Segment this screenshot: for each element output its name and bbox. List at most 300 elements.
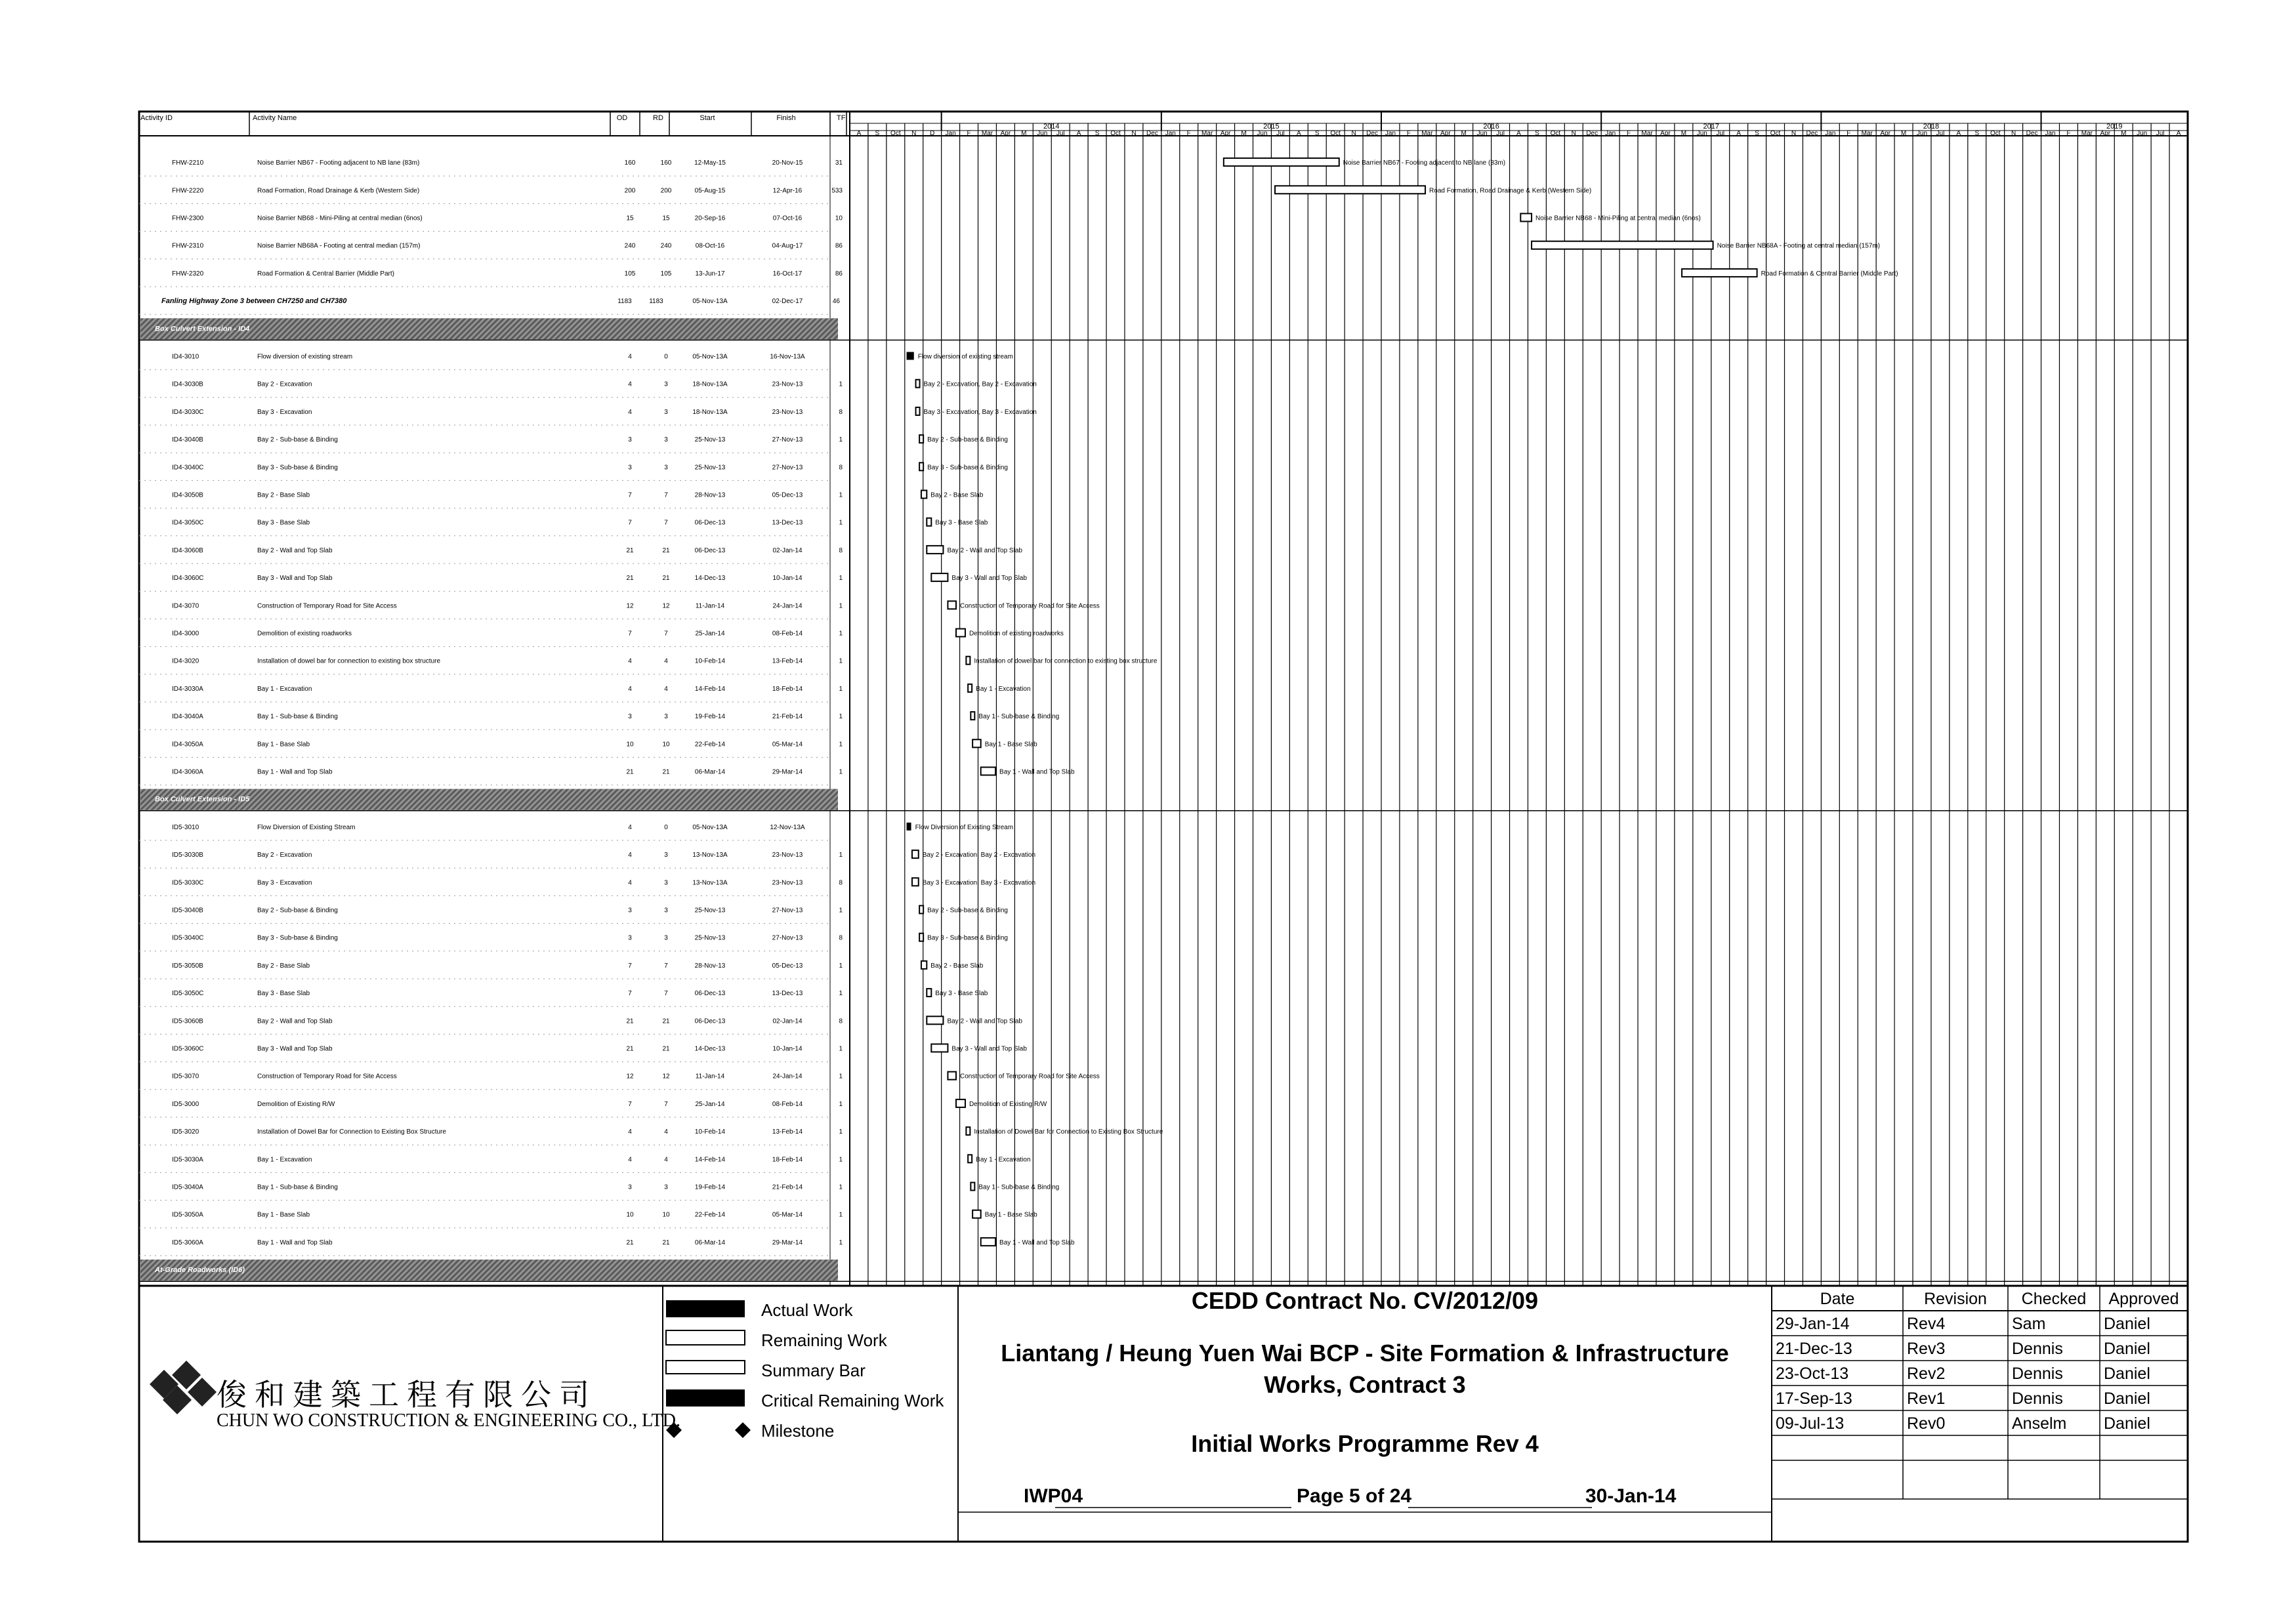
activity-od: 4 (628, 657, 632, 665)
group-label: At-Grade Roadworks (ID6) (155, 1266, 245, 1275)
activity-start: 11-Jan-14 (695, 602, 725, 610)
activity-finish: 18-Feb-14 (772, 1156, 803, 1164)
revision-cell: 21-Dec-13 (1776, 1340, 1852, 1358)
month-label: Jun (1916, 130, 1928, 137)
activity-name: Bay 2 - Base Slab (257, 491, 310, 499)
company-logo-icon (150, 1361, 217, 1414)
month-label: M (1680, 130, 1687, 137)
activity-rd: 160 (660, 159, 672, 167)
month-label: N (911, 130, 917, 137)
activity-id: FHW-2300 (172, 215, 204, 222)
activity-rd: 3 (664, 408, 668, 416)
activity-start: 05-Nov-13A (692, 353, 728, 361)
month-label: Jan (1385, 130, 1396, 137)
revision-cell: Dennis (2012, 1365, 2063, 1383)
activity-start: 25-Jan-14 (695, 630, 725, 638)
activity-tf: 86 (835, 270, 843, 277)
activity-start: 06-Dec-13 (694, 990, 726, 998)
summary-label: Fanling Highway Zone 3 between CH7250 and CH7380 (161, 297, 347, 306)
activity-finish: 02-Jan-14 (772, 1017, 803, 1025)
activity-start: 06-Mar-14 (694, 768, 726, 776)
month-label: F (1186, 130, 1191, 137)
activity-start: 19-Feb-14 (694, 1183, 726, 1191)
activity-id: ID5-3040B (172, 907, 203, 914)
activity-tf: 1 (839, 630, 843, 638)
activity-id: ID5-3030C (172, 879, 204, 887)
activity-od: 3 (628, 907, 632, 914)
activity-start: 25-Nov-13 (694, 907, 726, 914)
remaining-work-bar (931, 573, 948, 581)
bar-label: Bay 2 - Sub-base & Binding (927, 907, 1008, 914)
company-english-name: CHUN WO CONSTRUCTION & ENGINEERING CO., LTD. (217, 1410, 680, 1431)
activity-id: ID5-3050A (172, 1211, 203, 1219)
activity-rd: 7 (664, 630, 668, 638)
month-label: Apr (1660, 130, 1671, 137)
legend-critical-swatch (666, 1389, 745, 1407)
bar-label: Bay 2 - Excavation, Bay 2 - Excavation (923, 380, 1037, 388)
revision-cell: 17-Sep-13 (1776, 1389, 1852, 1408)
chart-frame (139, 112, 2188, 1286)
activity-rd: 3 (664, 464, 668, 472)
remaining-work-bar (1275, 186, 1425, 194)
month-label: F (967, 130, 971, 137)
remaining-work-bar (919, 462, 923, 470)
activity-tf: 1 (839, 602, 843, 610)
month-label: Dec (1366, 130, 1378, 137)
project-title-line-2: Works, Contract 3 (1264, 1371, 1466, 1398)
bar-label: Bay 3 - Sub-base & Binding (927, 464, 1008, 472)
activity-od: 21 (626, 575, 634, 583)
legend-milestone-label: Milestone (761, 1421, 835, 1441)
activity-rd: 3 (664, 713, 668, 721)
activity-start: 14-Dec-13 (694, 1045, 726, 1053)
activity-finish: 05-Dec-13 (772, 962, 803, 970)
remaining-work-bar (927, 546, 943, 554)
activity-finish: 23-Nov-13 (772, 879, 803, 887)
activity-od: 21 (626, 1017, 634, 1025)
project-title-line-1: Liantang / Heung Yuen Wai BCP - Site Formation & Infrastructure (1001, 1340, 1729, 1366)
activity-start: 25-Jan-14 (695, 1100, 725, 1108)
column-header: TF (837, 114, 846, 122)
activity-start: 25-Nov-13 (694, 934, 726, 942)
activity-id: ID4-3060B (172, 546, 203, 554)
activity-od: 21 (626, 1239, 634, 1246)
activity-tf: 1 (839, 1156, 843, 1164)
activity-od: 4 (628, 1156, 632, 1164)
activity-name: Construction of Temporary Road for Site Access (257, 602, 397, 610)
month-label: F (1406, 130, 1411, 137)
activity-name: Bay 3 - Sub-base & Binding (257, 464, 338, 472)
activity-finish: 23-Nov-13 (772, 852, 803, 859)
activity-id: ID5-3040A (172, 1183, 203, 1191)
activity-finish: 08-Feb-14 (772, 630, 803, 638)
activity-rd: 7 (664, 962, 668, 970)
activity-start: 05-Aug-15 (694, 187, 726, 195)
summary-rd: 1183 (649, 298, 663, 306)
activity-finish: 05-Mar-14 (772, 1211, 803, 1219)
bar-label: Flow diversion of existing stream (917, 353, 1013, 361)
activity-od: 7 (628, 990, 632, 998)
activity-tf: 1 (839, 1211, 843, 1219)
bar-label: Bay 2 - Wall and Top Slab (947, 546, 1022, 554)
activity-name: Bay 1 - Wall and Top Slab (257, 1239, 333, 1246)
month-label: Oct (1110, 130, 1121, 137)
activity-name: Bay 2 - Sub-base & Binding (257, 436, 338, 444)
remaining-work-bar (927, 989, 931, 996)
group-band-hatch (140, 1260, 838, 1281)
activity-finish: 12-Apr-16 (772, 187, 803, 195)
remaining-work-bar (919, 435, 923, 443)
activity-name: Bay 2 - Excavation (257, 380, 312, 388)
activity-id: ID5-3030B (172, 852, 203, 859)
activity-od: 10 (626, 1211, 634, 1219)
page-number: Page 5 of 24 (1297, 1485, 1412, 1507)
activity-finish: 21-Feb-14 (772, 1183, 803, 1191)
activity-od: 7 (628, 491, 632, 499)
activity-name: Bay 1 - Sub-base & Binding (257, 713, 338, 721)
activity-start: 28-Nov-13 (694, 491, 726, 499)
activity-name: Flow diversion of existing stream (257, 353, 353, 361)
revision-cell: Daniel (2104, 1414, 2150, 1433)
remaining-work-bar (919, 906, 923, 914)
activity-start: 14-Feb-14 (694, 685, 726, 693)
column-header: Activity Name (253, 114, 297, 122)
remaining-work-bar (927, 518, 931, 526)
activity-id: FHW-2210 (172, 159, 204, 167)
activity-id: ID4-3060A (172, 768, 203, 776)
bar-label: Bay 1 - Sub-base & Binding (978, 713, 1060, 721)
summary-start: 05-Nov-13A (692, 298, 728, 306)
remaining-work-bar (972, 1210, 981, 1218)
activity-name: Bay 2 - Excavation (257, 852, 312, 859)
activity-rd: 200 (660, 187, 672, 195)
month-label: Dec (2026, 130, 2038, 137)
activity-tf: 1 (839, 491, 843, 499)
month-label: Jan (2045, 130, 2056, 137)
remaining-work-bar (1224, 158, 1339, 166)
activity-name: Bay 1 - Excavation (257, 1156, 312, 1164)
year-label: 2016 (1483, 123, 1499, 131)
remaining-work-bar (921, 491, 927, 499)
legend-actual-label: Actual Work (761, 1300, 853, 1320)
activity-start: 10-Feb-14 (694, 657, 726, 665)
activity-rd: 21 (662, 1239, 670, 1246)
activity-od: 21 (626, 768, 634, 776)
activity-finish: 13-Feb-14 (772, 1128, 803, 1136)
activity-id: ID4-3010 (172, 353, 199, 361)
month-label: S (1535, 130, 1539, 137)
activity-name: Bay 3 - Wall and Top Slab (257, 575, 333, 583)
activity-rd: 21 (662, 1045, 670, 1053)
bar-label: Noise Barrier NB67 - Footing adjacent to NB lane (83m) (1343, 159, 1506, 167)
bar-label: Construction of Temporary Road for Site Access (960, 602, 1100, 610)
activity-name: Installation of Dowel Bar for Connection to Existing Box Structure (257, 1128, 446, 1136)
bar-label: Bay 2 - Excavation, Bay 2 - Excavation (922, 852, 1036, 859)
bar-label: Bay 1 - Excavation (976, 1156, 1031, 1164)
revision-cell: Rev4 (1907, 1315, 1946, 1333)
month-label: A (1956, 130, 1961, 137)
activity-name: Bay 1 - Base Slab (257, 741, 310, 749)
activity-name: Bay 2 - Wall and Top Slab (257, 1017, 333, 1025)
activity-rd: 12 (662, 602, 670, 610)
bar-label: Construction of Temporary Road for Site Access (960, 1073, 1100, 1080)
activity-rd: 3 (664, 934, 668, 942)
activity-finish: 07-Oct-16 (772, 215, 803, 222)
revision-header: Date (1820, 1290, 1855, 1308)
month-label: A (1296, 130, 1301, 137)
month-label: Oct (1550, 130, 1561, 137)
activity-tf: 86 (835, 242, 843, 250)
month-label: A (856, 130, 862, 137)
activity-name: Noise Barrier NB68 - Mini-Piling at central median (6nos) (257, 215, 423, 222)
month-label: N (1351, 130, 1356, 137)
activity-tf: 1 (839, 657, 843, 665)
activity-name: Installation of dowel bar for connection to existing box structure (257, 657, 441, 665)
activity-start: 18-Nov-13A (692, 380, 728, 388)
remaining-work-bar (931, 1044, 948, 1052)
activity-start: 22-Feb-14 (694, 741, 726, 749)
remaining-work-bar (971, 1183, 974, 1191)
month-label: A (1516, 130, 1521, 137)
company-chinese-name: 俊和建築工程有限公司 (217, 1377, 597, 1412)
activity-id: ID5-3050C (172, 990, 204, 998)
legend-actual-swatch (666, 1300, 745, 1317)
activity-finish: 18-Feb-14 (772, 685, 803, 693)
month-label: M (2121, 130, 2127, 137)
activity-name: Construction of Temporary Road for Site Access (257, 1073, 397, 1080)
activity-od: 3 (628, 934, 632, 942)
activity-od: 7 (628, 1100, 632, 1108)
month-label: Apr (1220, 130, 1231, 137)
summary-tf: 46 (832, 298, 840, 306)
activity-start: 14-Feb-14 (694, 1156, 726, 1164)
bar-label: Bay 2 - Base Slab (930, 491, 984, 499)
bar-label: Bay 2 - Sub-base & Binding (927, 436, 1008, 444)
activity-rd: 3 (664, 852, 668, 859)
activity-name: Bay 2 - Base Slab (257, 962, 310, 970)
activity-tf: 8 (839, 546, 843, 554)
month-label: Jan (1165, 130, 1176, 137)
bar-label: Bay 1 - Excavation (976, 685, 1031, 693)
activity-finish: 13-Dec-13 (772, 990, 803, 998)
column-header: Start (699, 114, 715, 122)
bar-label: Bay 2 - Base Slab (930, 962, 984, 970)
activity-rd: 3 (664, 380, 668, 388)
activity-finish: 24-Jan-14 (772, 602, 803, 610)
activity-finish: 13-Feb-14 (772, 657, 803, 665)
contract-number: CEDD Contract No. CV/2012/09 (1191, 1287, 1539, 1314)
group-label: Box Culvert Extension - ID4 (155, 325, 250, 333)
activity-od: 3 (628, 436, 632, 444)
remaining-work-bar (972, 739, 981, 747)
activity-od: 105 (624, 270, 636, 277)
activity-start: 13-Jun-17 (695, 270, 725, 277)
month-label: Jul (1496, 130, 1505, 137)
revision-header: Checked (2021, 1290, 2087, 1308)
legend-critical-label: Critical Remaining Work (761, 1391, 944, 1410)
bar-label: Noise Barrier NB68A - Footing at central median (157m) (1717, 242, 1881, 250)
activity-tf: 1 (839, 380, 843, 388)
activity-start: 06-Dec-13 (694, 546, 726, 554)
activity-start: 05-Nov-13A (692, 823, 728, 831)
month-label: Oct (890, 130, 901, 137)
activity-id: ID5-3060C (172, 1045, 204, 1053)
bar-label: Bay 3 - Wall and Top Slab (951, 1045, 1027, 1053)
activity-name: Bay 2 - Wall and Top Slab (257, 546, 333, 554)
month-label: Mar (2081, 130, 2093, 137)
activity-tf: 1 (839, 852, 843, 859)
month-label: A (1736, 130, 1742, 137)
remaining-work-bar (912, 878, 919, 886)
activity-start: 06-Mar-14 (694, 1239, 726, 1246)
bar-label: Installation of dowel bar for connection to existing box structure (974, 657, 1158, 665)
activity-id: ID4-3040C (172, 464, 204, 472)
activity-tf: 1 (839, 1100, 843, 1108)
remaining-work-bar (981, 768, 995, 775)
remaining-work-bar (948, 601, 956, 609)
month-label: Apr (1440, 130, 1451, 137)
activity-name: Bay 3 - Base Slab (257, 990, 310, 998)
activity-finish: 27-Nov-13 (772, 436, 803, 444)
issue-date: 30-Jan-14 (1585, 1485, 1677, 1507)
month-label: F (2066, 130, 2071, 137)
activity-rd: 7 (664, 491, 668, 499)
legend-remaining-swatch (666, 1330, 745, 1345)
group-label: Box Culvert Extension - ID5 (155, 795, 250, 804)
revision-cell: Rev0 (1907, 1414, 1946, 1433)
activity-id: ID4-3040A (172, 713, 203, 721)
activity-finish: 21-Feb-14 (772, 713, 803, 721)
month-label: M (1461, 130, 1467, 137)
activity-od: 4 (628, 823, 632, 831)
activity-od: 7 (628, 630, 632, 638)
month-label: Jan (1605, 130, 1616, 137)
revision-cell: Daniel (2104, 1340, 2150, 1358)
activity-rd: 10 (662, 1211, 670, 1219)
activity-name: Bay 1 - Wall and Top Slab (257, 768, 333, 776)
activity-rd: 0 (664, 353, 668, 361)
activity-id: FHW-2220 (172, 187, 204, 195)
activity-od: 4 (628, 380, 632, 388)
month-label: Oct (1330, 130, 1341, 137)
month-label: Mar (981, 130, 993, 137)
bar-label: Flow Diversion of Existing Stream (915, 823, 1014, 831)
activity-start: 14-Dec-13 (694, 575, 726, 583)
activity-id: ID4-3060C (172, 575, 204, 583)
month-label: Apr (1000, 130, 1011, 137)
activity-finish: 24-Jan-14 (772, 1073, 803, 1080)
month-label: F (1627, 130, 1631, 137)
remaining-work-bar (1520, 214, 1532, 222)
activity-tf: 1 (839, 1239, 843, 1246)
activity-finish: 27-Nov-13 (772, 934, 803, 942)
bar-label: Bay 1 - Base Slab (984, 1211, 1037, 1219)
month-label: Jun (2137, 130, 2148, 137)
activity-tf: 8 (839, 1017, 843, 1025)
activity-rd: 4 (664, 657, 668, 665)
activity-tf: 1 (839, 907, 843, 914)
activity-start: 12-May-15 (694, 159, 726, 167)
activity-name: Bay 2 - Sub-base & Binding (257, 907, 338, 914)
month-label: Dec (1806, 130, 1818, 137)
activity-id: FHW-2310 (172, 242, 204, 250)
activity-start: 10-Feb-14 (694, 1128, 726, 1136)
revision-cell: Rev2 (1907, 1365, 1946, 1383)
activity-finish: 08-Feb-14 (772, 1100, 803, 1108)
activity-od: 21 (626, 1045, 634, 1053)
month-label: D (930, 130, 935, 137)
remaining-work-bar (968, 684, 972, 692)
activity-tf: 10 (835, 215, 843, 222)
activity-od: 160 (624, 159, 636, 167)
activity-finish: 04-Aug-17 (772, 242, 803, 250)
month-label: Mar (1421, 130, 1433, 137)
activity-rd: 0 (664, 823, 668, 831)
remaining-work-bar (968, 1155, 972, 1162)
remaining-work-bar (956, 1099, 965, 1107)
revision-cell: Daniel (2104, 1315, 2150, 1333)
remaining-work-bar (966, 657, 970, 665)
activity-start: 06-Dec-13 (694, 1017, 726, 1025)
activity-rd: 21 (662, 546, 670, 554)
remaining-work-bar (1682, 269, 1757, 277)
year-label: 2019 (2106, 123, 2123, 131)
activity-name: Demolition of existing roadworks (257, 630, 352, 638)
activity-id: ID5-3070 (172, 1073, 199, 1080)
revision-cell: 29-Jan-14 (1776, 1315, 1850, 1333)
activity-od: 4 (628, 353, 632, 361)
activity-id: ID4-3050A (172, 741, 203, 749)
month-label: N (1571, 130, 1576, 137)
activity-tf: 1 (839, 962, 843, 970)
legend-summary-label: Summary Bar (761, 1361, 866, 1380)
activity-name: Bay 1 - Excavation (257, 685, 312, 693)
activity-finish: 16-Nov-13A (770, 353, 805, 361)
activity-name: Bay 3 - Excavation (257, 879, 312, 887)
bar-label: Bay 3 - Excavation, Bay 3 - Excavation (922, 879, 1036, 887)
activity-finish: 05-Dec-13 (772, 491, 803, 499)
activity-od: 3 (628, 713, 632, 721)
activity-name: Road Formation & Central Barrier (Middle Part) (257, 270, 394, 277)
year-label: 2015 (1263, 123, 1280, 131)
activity-od: 4 (628, 852, 632, 859)
remaining-work-bar (927, 1016, 943, 1024)
activity-id: ID4-3030C (172, 408, 204, 416)
activity-id: ID5-3030A (172, 1156, 203, 1164)
month-label: N (1791, 130, 1797, 137)
activity-od: 4 (628, 879, 632, 887)
activity-rd: 21 (662, 575, 670, 583)
bar-label: Bay 2 - Wall and Top Slab (947, 1017, 1022, 1025)
column-header: Activity ID (140, 114, 173, 122)
activity-tf: 1 (839, 575, 843, 583)
activity-rd: 7 (664, 1100, 668, 1108)
activity-tf: 1 (839, 1183, 843, 1191)
month-label: Oct (1990, 130, 2001, 137)
document-number: IWP04 (1024, 1485, 1083, 1507)
activity-rd: 7 (664, 990, 668, 998)
month-label: S (1314, 130, 1320, 137)
month-label: Jul (1056, 130, 1065, 137)
activity-rd: 15 (662, 215, 670, 222)
bar-label: Noise Barrier NB68 - Mini-Piling at central median (6nos) (1535, 215, 1701, 222)
month-label: Jul (1716, 130, 1725, 137)
revision-header: Approved (2108, 1290, 2179, 1308)
bar-label: Bay 1 - Wall and Top Slab (999, 1239, 1075, 1246)
remaining-work-bar (916, 407, 920, 415)
month-label: Oct (1770, 130, 1781, 137)
year-label: 2014 (1043, 123, 1060, 131)
